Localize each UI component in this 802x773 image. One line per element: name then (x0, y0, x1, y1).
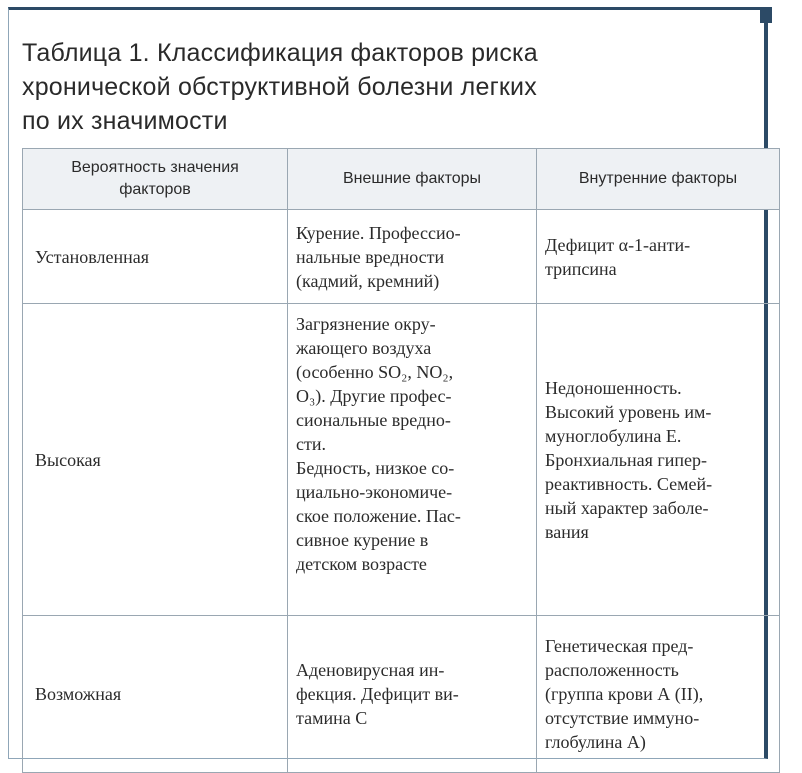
row-external: Загрязнение окру- жающего воздуха (особенно SO₂, NO₂, O₃). Другие профес- сиональные вредно- сти. Бедность, низкое со- циально-экономиче- ское положение. Пас- сивное курение в детском возрасте (288, 304, 537, 616)
row-external: Аденовирусная ин- фекция. Дефицит ви- тамина С (288, 616, 537, 773)
row-probability: Высокая (23, 304, 288, 616)
row-internal: Дефицит α-1-анти- трипсина (537, 210, 780, 304)
header-probability: Вероятность значения факторов (23, 149, 288, 210)
table-row (23, 616, 780, 773)
row-probability: Возможная (23, 616, 288, 773)
row-probability: Установленная (23, 210, 288, 304)
table-title (22, 36, 742, 138)
risk-factors-table (22, 148, 780, 773)
title-line-2: хронической обструктивной болезни легких (22, 73, 537, 101)
table-header-row (23, 149, 780, 210)
row-internal: Недоношенность. Высокий уровень им- муноглобулина Е. Бронхиальная гипер- реактивность. Семей- ный характер заболе- вания (537, 304, 780, 616)
table-row (23, 304, 780, 616)
table-row (23, 210, 780, 304)
header-external: Внешние факторы (288, 149, 537, 210)
title-line-3: по их значимости (22, 107, 228, 135)
frame-corner-accent (760, 7, 772, 23)
row-internal: Генетическая пред- расположенность (группа крови А (II), отсутствие иммуно- глобулина А) (537, 616, 780, 773)
header-internal: Внутренние факторы (537, 149, 780, 210)
title-line-1: Таблица 1. Классификация факторов риска (22, 39, 538, 67)
row-external: Курение. Профессио- нальные вредности (кадмий, кремний) (288, 210, 537, 304)
